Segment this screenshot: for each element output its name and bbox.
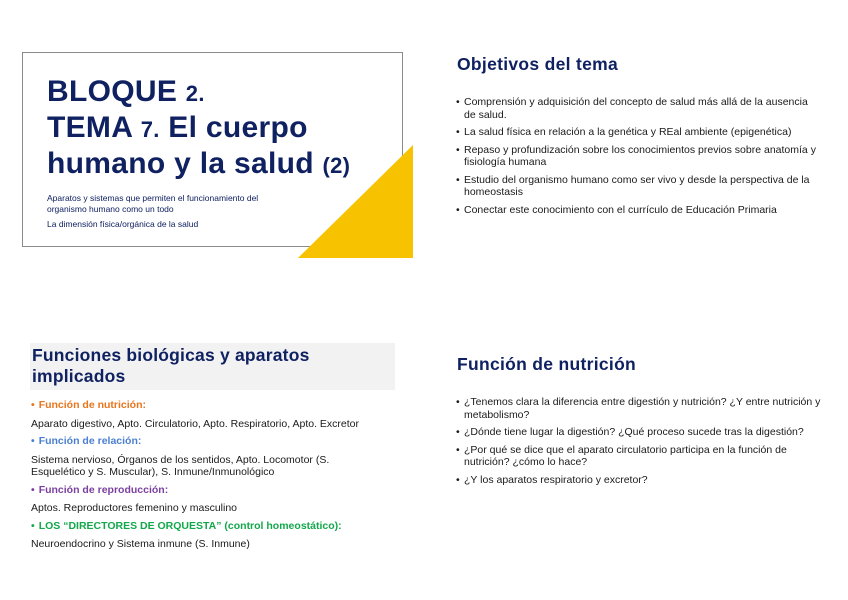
title-number: 7.	[140, 117, 160, 142]
subtitles	[47, 193, 292, 234]
list-item: • Repaso y profundización sobre los conocimientos previos sobre anatomía y fisiología humana	[456, 144, 821, 169]
list-item: • ¿Tenemos clara la diferencia entre digestión y nutrición? ¿Y entre nutrición y metabolismo?	[456, 396, 821, 421]
function-label-homeostatic: • LOS “DIRECTORES DE ORQUESTA” (control homeostático):	[31, 519, 342, 532]
function-label-text: Función de relación:	[38, 435, 142, 447]
slide-title	[0, 0, 424, 300]
functions-list	[31, 399, 411, 556]
objectives-heading: Objetivos del tema	[457, 54, 619, 74]
subtitle-1: Aparatos y sistemas que permiten el funcionamiento del organismo humano como un todo	[47, 193, 259, 214]
title-line-3	[47, 147, 350, 183]
list-item: • ¿Y los aparatos respiratorio y excretor?	[456, 474, 821, 487]
title-text: BLOQUE	[47, 75, 186, 108]
function-desc-nutrition: Aparato digestivo, Apto. Circulatorio, Apto. Respiratorio, Apto. Excretor	[31, 417, 360, 430]
list-item: • La salud física en relación a la genética y REal ambiente (epigenética)	[456, 126, 821, 139]
function-label-text: LOS “DIRECTORES DE ORQUESTA” (control homeostático):	[38, 519, 342, 532]
list-item: • Estudio del organismo humano como ser vivo y desde la perspectiva de la homeostasis	[456, 174, 821, 199]
nutrition-questions	[456, 396, 821, 491]
nutrition-heading: Función de nutrición	[457, 354, 637, 374]
functions-heading: Funciones biológicas y aparatos implicados	[32, 345, 310, 386]
title-line-2	[47, 111, 350, 147]
page-title	[47, 75, 350, 183]
function-label-nutrition: • Función de nutrición:	[31, 399, 147, 411]
title-number: (2)	[322, 153, 351, 178]
function-label-reproduction: • Función de reproducción:	[31, 483, 169, 496]
subtitle-2: La dimensión física/orgánica de la salud	[47, 219, 199, 229]
title-text: humano y la salud	[47, 147, 323, 180]
title-text: El cuerpo	[159, 111, 308, 144]
slide-nutrition	[424, 300, 848, 600]
functions-heading-box	[30, 343, 395, 390]
title-number: 2.	[185, 81, 205, 106]
function-desc-reproduction: Aptos. Reproductores femenino y masculino	[31, 502, 238, 514]
slide-functions	[0, 300, 424, 600]
function-label-text: Función de nutrición:	[38, 399, 147, 411]
list-item: • Conectar este conocimiento con el currículo de Educación Primaria	[456, 204, 821, 217]
title-line-1	[47, 75, 350, 111]
function-label-text: Función de reproducción:	[38, 483, 169, 496]
list-item: • ¿Por qué se dice que el aparato circulatorio participa en la función de nutrición? ¿cómo lo hace?	[456, 444, 821, 469]
objectives-list	[456, 96, 821, 221]
list-item: • Comprensión y adquisición del concepto de salud más allá de la ausencia de salud.	[456, 96, 821, 121]
slide-objectives	[424, 0, 848, 300]
function-label-relation: • Función de relación:	[31, 435, 142, 447]
function-desc-relation: Sistema nervioso, Órganos de los sentidos, Apto. Locomotor (S. Esquelético y S. Muscular), S. Inmune/Inmunológico	[31, 453, 330, 478]
function-desc-homeostatic: Neuroendocrino y Sistema inmune (S. Inmune)	[31, 538, 250, 550]
list-item: • ¿Dónde tiene lugar la digestión? ¿Qué proceso sucede tras la digestión?	[456, 426, 821, 439]
title-text: TEMA	[47, 111, 141, 144]
